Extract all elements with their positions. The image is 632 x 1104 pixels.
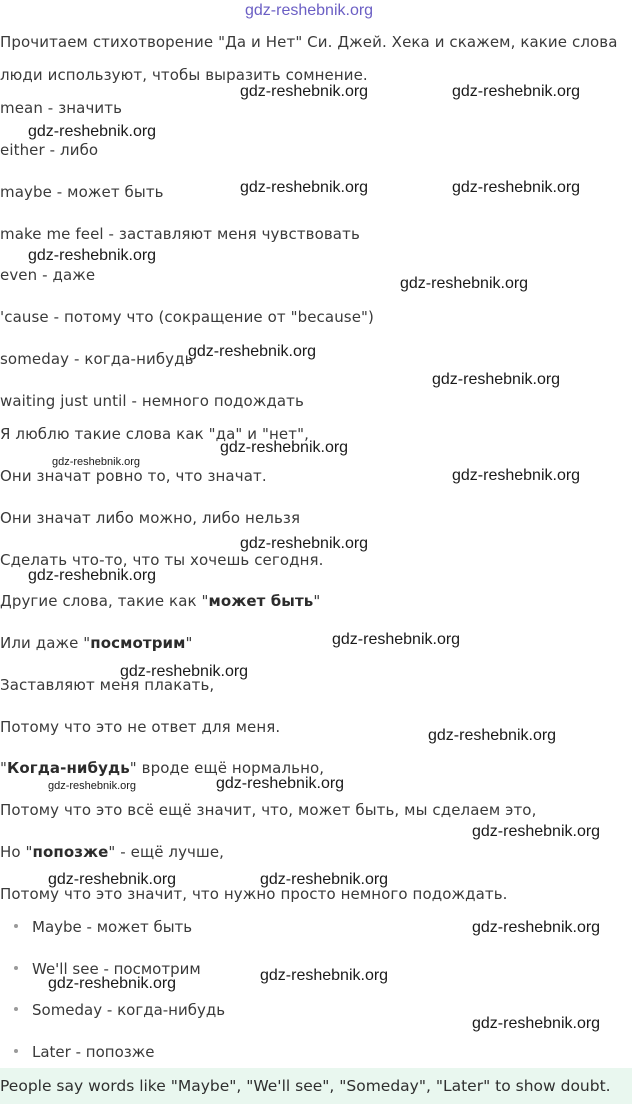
bullet-dot-icon <box>14 924 18 928</box>
watermark: gdz-reshebnik.org <box>28 247 157 264</box>
watermark: gdz-reshebnik.org <box>472 1015 601 1032</box>
watermark: gdz-reshebnik.org <box>48 780 137 792</box>
emphasis-word: посмотрим <box>90 634 186 652</box>
vocab-item: even - даже <box>0 266 96 284</box>
answer-banner: People say words like "Maybe", "We'll see", "Someday", "Later" to show doubt. <box>0 1068 632 1104</box>
poem-line: Или даже "посмотрим" <box>0 634 193 652</box>
watermark: gdz-reshebnik.org <box>260 871 389 888</box>
vocab-item: make me feel - заставляют меня чувствовать <box>0 225 360 243</box>
poem-line: Они значат ровно то, что значат. <box>0 467 267 485</box>
watermark: gdz-reshebnik.org <box>472 823 601 840</box>
vocab-item: either - либо <box>0 141 99 159</box>
watermark: gdz-reshebnik.org <box>28 567 157 584</box>
emphasis-word: Когда-нибудь <box>7 759 130 777</box>
watermark: gdz-reshebnik.org <box>28 123 157 140</box>
poem-line: "Когда-нибудь" вроде ещё нормально, <box>0 759 325 777</box>
vocab-item: 'cause - потому что (сокращение от "because") <box>0 308 374 326</box>
emphasis-word: попозже <box>32 843 109 861</box>
poem-line: Потому что это не ответ для меня. <box>0 718 281 736</box>
poem-line: Но "попозже" - ещё лучше, <box>0 843 225 861</box>
poem-line: Заставляют меня плакать, <box>0 676 215 694</box>
watermark: gdz-reshebnik.org <box>240 535 369 552</box>
watermark: gdz-reshebnik.org <box>332 631 461 648</box>
poem-line: Я люблю такие слова как "да" и "нет", <box>0 425 309 443</box>
poem-line: Сделать что-то, что ты хочешь сегодня. <box>0 551 324 569</box>
bullet-dot-icon <box>14 1049 18 1053</box>
watermark: gdz-reshebnik.org <box>48 975 177 992</box>
poem-line: Они значат либо можно, либо нельзя <box>0 509 301 527</box>
bullet-item: We'll see - посмотрим <box>14 960 201 978</box>
watermark: gdz-reshebnik.org <box>220 439 349 456</box>
vocab-item: waiting just until - немного подождать <box>0 392 304 410</box>
emphasis-word: может быть <box>208 592 314 610</box>
header-watermark: gdz-reshebnik.org <box>245 2 374 19</box>
watermark: gdz-reshebnik.org <box>428 727 557 744</box>
vocab-item: someday - когда-нибудь <box>0 350 194 368</box>
watermark: gdz-reshebnik.org <box>400 275 529 292</box>
bullet-dot-icon <box>14 966 18 970</box>
watermark: gdz-reshebnik.org <box>452 83 581 100</box>
poem-line: Потому что это всё ещё значит, что, может быть, мы сделаем это, <box>0 801 537 819</box>
bullet-dot-icon <box>14 1007 18 1011</box>
watermark: gdz-reshebnik.org <box>120 663 249 680</box>
watermark: gdz-reshebnik.org <box>48 871 177 888</box>
intro-line-2: люди используют, чтобы выразить сомнение. <box>0 66 368 84</box>
bullet-item: Maybe - может быть <box>14 918 192 936</box>
poem-line: Потому что это значит, что нужно просто немного подождать. <box>0 885 508 903</box>
vocab-item: maybe - может быть <box>0 183 164 201</box>
watermark: gdz-reshebnik.org <box>472 919 601 936</box>
watermark: gdz-reshebnik.org <box>188 343 317 360</box>
intro-line-1: Прочитаем стихотворение "Да и Нет" Си. Джей. Хека и скажем, какие слова <box>0 33 618 51</box>
watermark: gdz-reshebnik.org <box>452 179 581 196</box>
watermark: gdz-reshebnik.org <box>452 467 581 484</box>
watermark: gdz-reshebnik.org <box>260 967 389 984</box>
watermark: gdz-reshebnik.org <box>432 371 561 388</box>
poem-line: Другие слова, такие как "может быть" <box>0 592 321 610</box>
watermark: gdz-reshebnik.org <box>216 775 345 792</box>
bullet-item: Someday - когда-нибудь <box>14 1001 225 1019</box>
bullet-item: Later - попозже <box>14 1043 154 1061</box>
vocab-item: mean - значить <box>0 99 123 117</box>
watermark: gdz-reshebnik.org <box>52 456 141 468</box>
watermark: gdz-reshebnik.org <box>240 179 369 196</box>
watermark: gdz-reshebnik.org <box>240 83 369 100</box>
